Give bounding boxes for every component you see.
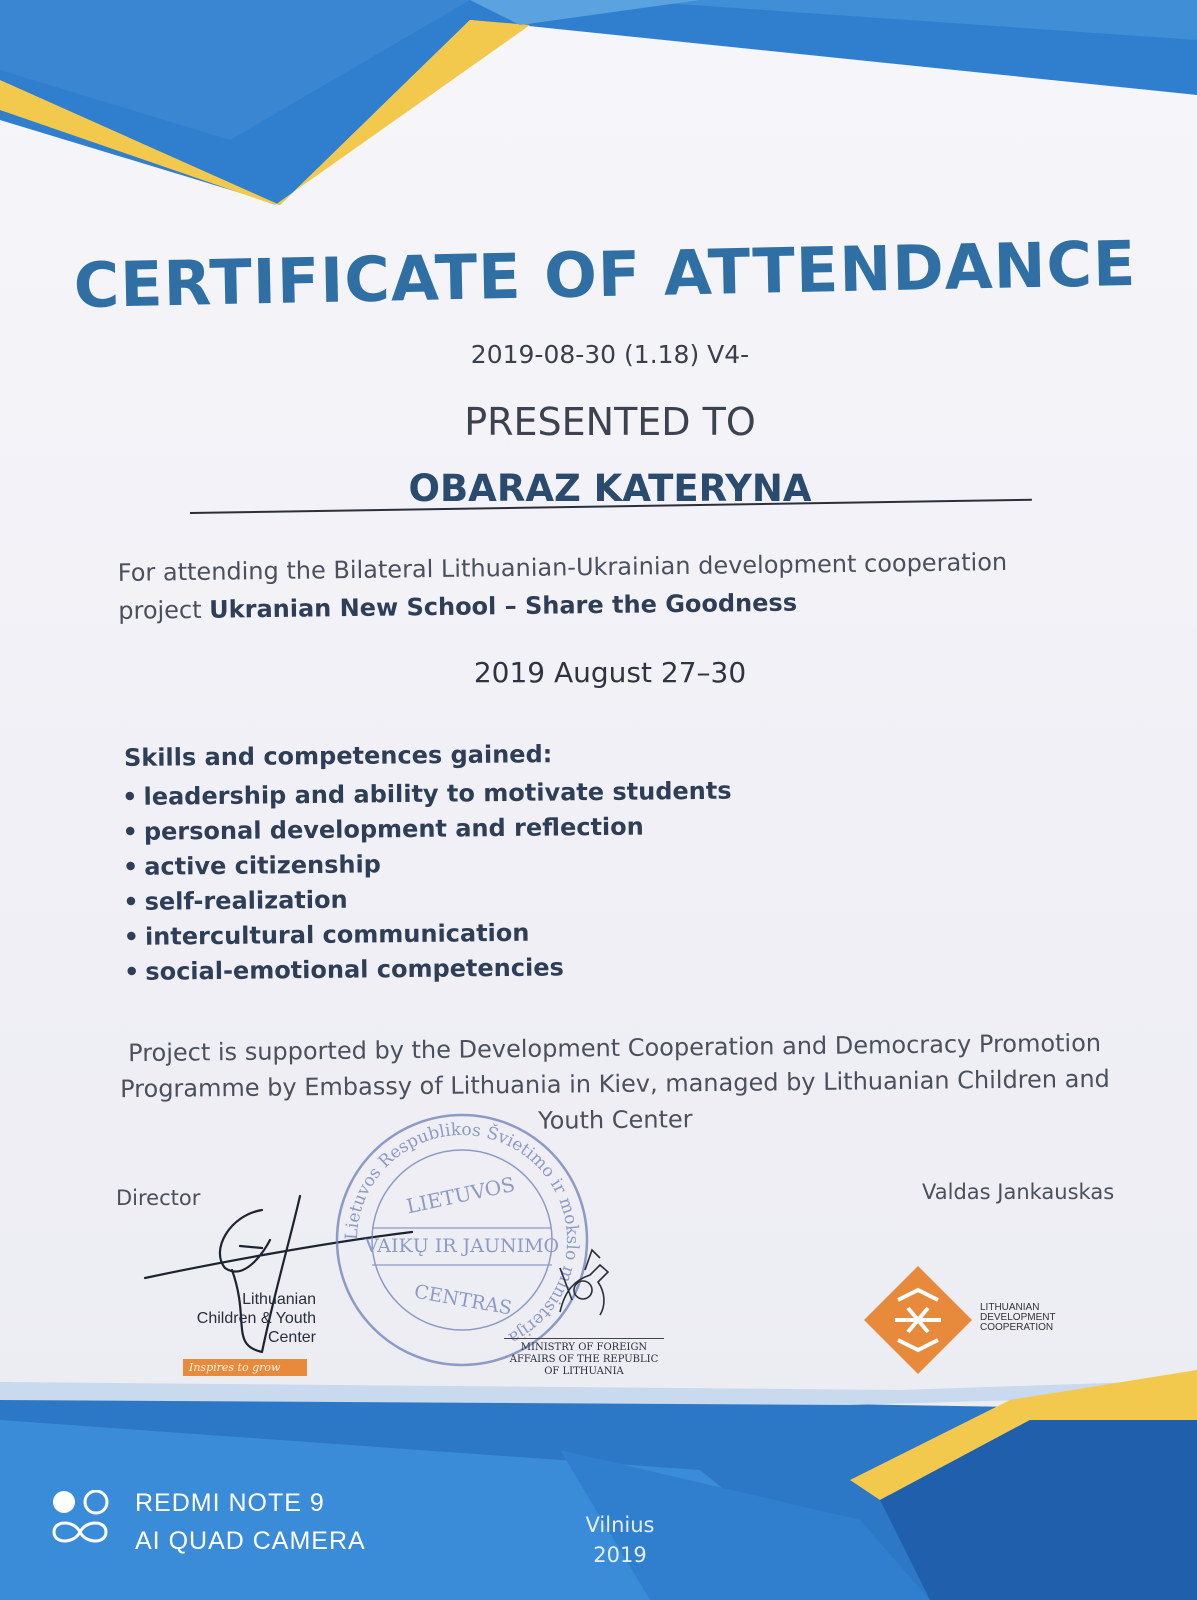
issue-year: 2019 bbox=[593, 1543, 647, 1567]
presented-to-label: PRESENTED TO bbox=[464, 400, 756, 444]
director-name: Valdas Jankauskas bbox=[922, 1180, 1115, 1204]
camera-watermark-line: REDMI NOTE 9 bbox=[135, 1489, 325, 1517]
stamp-line: LIETUVOS bbox=[404, 1171, 517, 1219]
ldc-logo-line: DEVELOPMENT bbox=[980, 1312, 1056, 1323]
event-dates: 2019 August 27–30 bbox=[473, 656, 747, 689]
skill-item: • leadership and ability to motivate students bbox=[122, 776, 732, 811]
stamp-ring-text: Lietuvos Respublikos Švietimo ir mokslo ministerija bbox=[341, 1119, 583, 1349]
support-statement: Project is supported by the Development Cooperation and Democracy Promotion Programme by Embassy of Lithuania in Kiev, managed by Lithuanian Children and Youth Center bbox=[120, 1028, 1110, 1135]
skill-item: • active citizenship bbox=[122, 850, 382, 881]
certificate-title: CERTIFICATE OF ATTENDANCE bbox=[72, 226, 1138, 323]
skill-item: • personal development and reflection bbox=[122, 812, 644, 846]
lcyc-tagline: Inspires to grow bbox=[183, 1359, 307, 1376]
camera-watermark bbox=[135, 1484, 366, 1560]
issue-place bbox=[560, 1510, 680, 1570]
director-label: Director bbox=[116, 1186, 201, 1210]
issue-city: Vilnius bbox=[585, 1513, 655, 1537]
description-intro: For attending the Bilateral Lithuanian-Ukrainian development cooperation project bbox=[117, 548, 1008, 625]
certificate-code: 2019-08-30 (1.18) V4- bbox=[470, 340, 750, 369]
camera-watermark-icon bbox=[48, 1490, 114, 1544]
project-name: Ukranian New School – Share the Goodness bbox=[209, 588, 798, 624]
stamp-line: CENTRAS bbox=[412, 1280, 514, 1320]
lcyc-logo-line: Lithuanian bbox=[242, 1291, 316, 1308]
skill-item: • intercultural communication bbox=[123, 918, 530, 951]
skill-item: • self-realization bbox=[123, 885, 348, 916]
skills-heading: Skills and competences gained: bbox=[123, 740, 553, 772]
camera-watermark-line: AI QUAD CAMERA bbox=[135, 1527, 366, 1555]
recipient-name: OBARAZ KATERYNA bbox=[408, 467, 812, 510]
lcyc-logo-line: Center bbox=[267, 1329, 316, 1346]
ldc-logo-line: COOPERATION bbox=[980, 1322, 1054, 1333]
skill-item: • social-emotional competencies bbox=[123, 953, 564, 986]
ministry-logo-line: OF LITHUANIA bbox=[544, 1366, 624, 1377]
ldc-logo bbox=[980, 1303, 1090, 1333]
stamp-line: VAIKŲ IR JAUNIMO bbox=[364, 1235, 560, 1257]
ministry-logo-line: AFFAIRS OF THE REPUBLIC bbox=[509, 1354, 659, 1365]
ldc-logo-line: LITHUANIAN bbox=[980, 1302, 1040, 1313]
lcyc-logo-line: Children & Youth bbox=[196, 1310, 316, 1327]
ministry-logo-line: MINISTRY OF FOREIGN bbox=[520, 1342, 648, 1353]
